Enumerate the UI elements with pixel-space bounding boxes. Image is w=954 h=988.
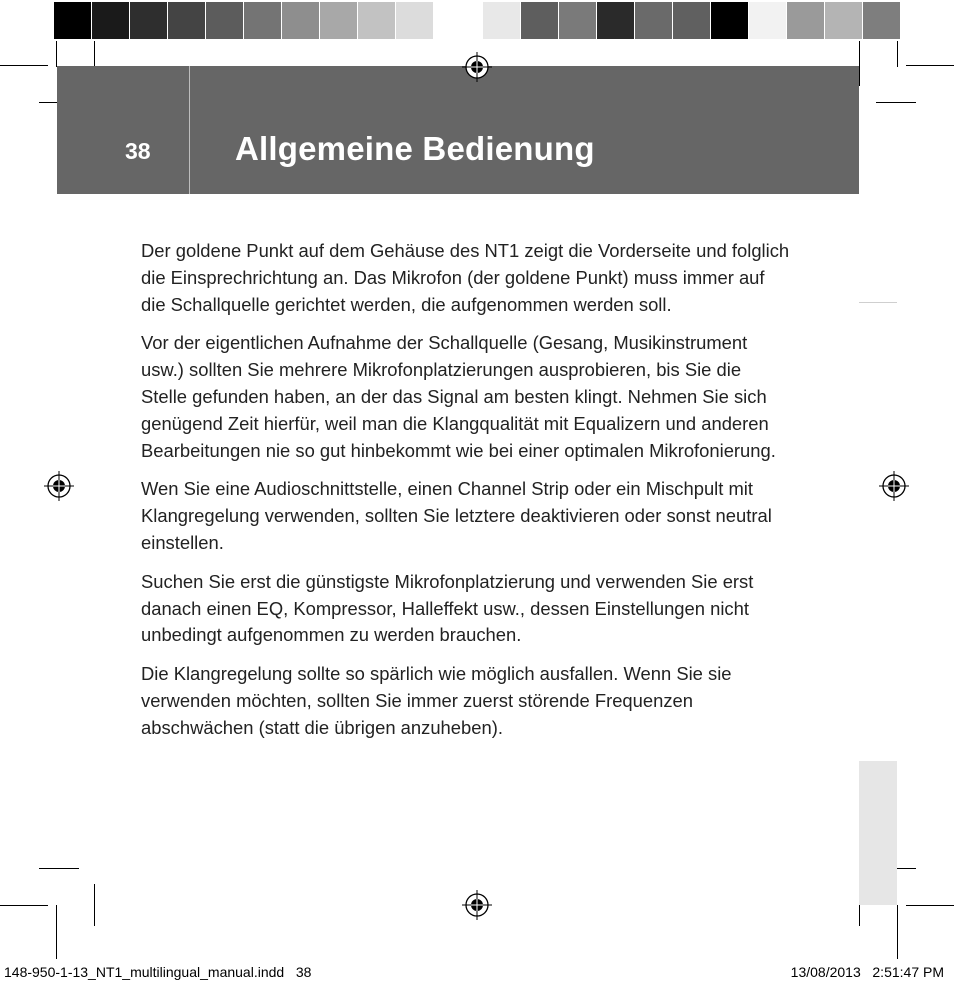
paragraph: Wen Sie eine Audioschnittstelle, einen Channel Strip oder ein Mischpult mit Klangregelung verwenden, sollten Sie letztere deaktivieren oder sonst neutral einstellen.: [141, 478, 772, 553]
color-swatch: [54, 2, 92, 39]
color-swatch: [206, 2, 244, 39]
crop-mark: [94, 884, 95, 926]
color-swatch: [787, 2, 825, 39]
crop-mark: [39, 868, 79, 869]
color-swatch: [483, 2, 521, 39]
header-divider: [189, 66, 190, 194]
chapter-header: [57, 66, 859, 194]
crosshair-registration-icon: [462, 890, 492, 920]
crop-mark: [56, 905, 57, 959]
paragraph: Die Klangregelung sollte so spärlich wie möglich ausfallen. Wenn Sie sie verwenden möchten, sollten Sie immer zuerst störende Frequenzen abschwächen (statt die übrigen anzuheben).: [141, 663, 732, 738]
crop-mark: [906, 65, 954, 66]
page-number: 38: [125, 138, 151, 164]
body-text: [141, 238, 791, 754]
crop-mark: [0, 65, 48, 66]
color-swatch: [635, 2, 673, 39]
crop-mark: [897, 905, 898, 959]
color-swatch: [749, 2, 787, 39]
color-swatch: [597, 2, 635, 39]
paragraph: Der goldene Punkt auf dem Gehäuse des NT1 zeigt die Vorderseite und folglich die Einsprechrichtung an. Das Mikrofon (der goldene Punkt) muss immer auf die Schallquelle gerichtet werden, die aufgenommen werden soll.: [141, 240, 790, 315]
color-swatch: [320, 2, 358, 39]
color-swatch: [434, 2, 472, 39]
color-swatch: [825, 2, 863, 39]
color-swatch: [396, 2, 434, 39]
color-swatch: [521, 2, 559, 39]
crosshair-registration-icon: [44, 471, 74, 501]
color-swatch: [358, 2, 396, 39]
page-title: Allgemeine Bedienung: [235, 130, 595, 167]
color-calibration-bar-right: [483, 2, 901, 39]
color-swatch: [673, 2, 711, 39]
crop-mark: [0, 905, 48, 906]
color-swatch: [711, 2, 749, 39]
crop-mark: [859, 41, 860, 86]
crosshair-registration-icon: [879, 471, 909, 501]
color-swatch: [130, 2, 168, 39]
crop-mark: [897, 41, 898, 67]
color-swatch: [168, 2, 206, 39]
crop-mark: [906, 905, 954, 906]
edge-tab-line: [859, 302, 897, 303]
crosshair-registration-icon: [462, 52, 492, 82]
color-swatch: [92, 2, 130, 39]
print-slug-filename: 148-950-1-13_NT1_multilingual_manual.indd 38: [4, 964, 312, 980]
crop-mark: [876, 102, 916, 103]
color-calibration-bar-left: [54, 2, 472, 39]
paragraph: Suchen Sie erst die günstigste Mikrofonplatzierung und verwenden Sie erst danach einen EQ, Kompressor, Halleffekt usw., dessen Einstellungen nicht unbedingt aufgenommen zu werden brauchen.: [141, 570, 754, 646]
edge-tab-marker: [859, 761, 897, 905]
color-swatch: [244, 2, 282, 39]
crop-mark: [56, 41, 57, 67]
paragraph: Vor der eigentlichen Aufnahme der Schallquelle (Gesang, Musikinstrument usw.) sollten Sie mehrere Mikrofonplatzierungen ausprobieren, bis Sie die Stelle gefunden haben, an der das Signal am besten klingt. Nehmen Sie sich genügend Zeit hierfür, weil man die Klangqualität mit Equalizern und anderen Bearbeitungen nie so gut hinbekommt wie bei einer optimalen Mikrofonierung.: [141, 332, 776, 461]
color-swatch: [282, 2, 320, 39]
print-slug-timestamp: 13/08/2013 2:51:47 PM: [790, 964, 944, 980]
color-swatch: [559, 2, 597, 39]
color-swatch: [863, 2, 901, 39]
